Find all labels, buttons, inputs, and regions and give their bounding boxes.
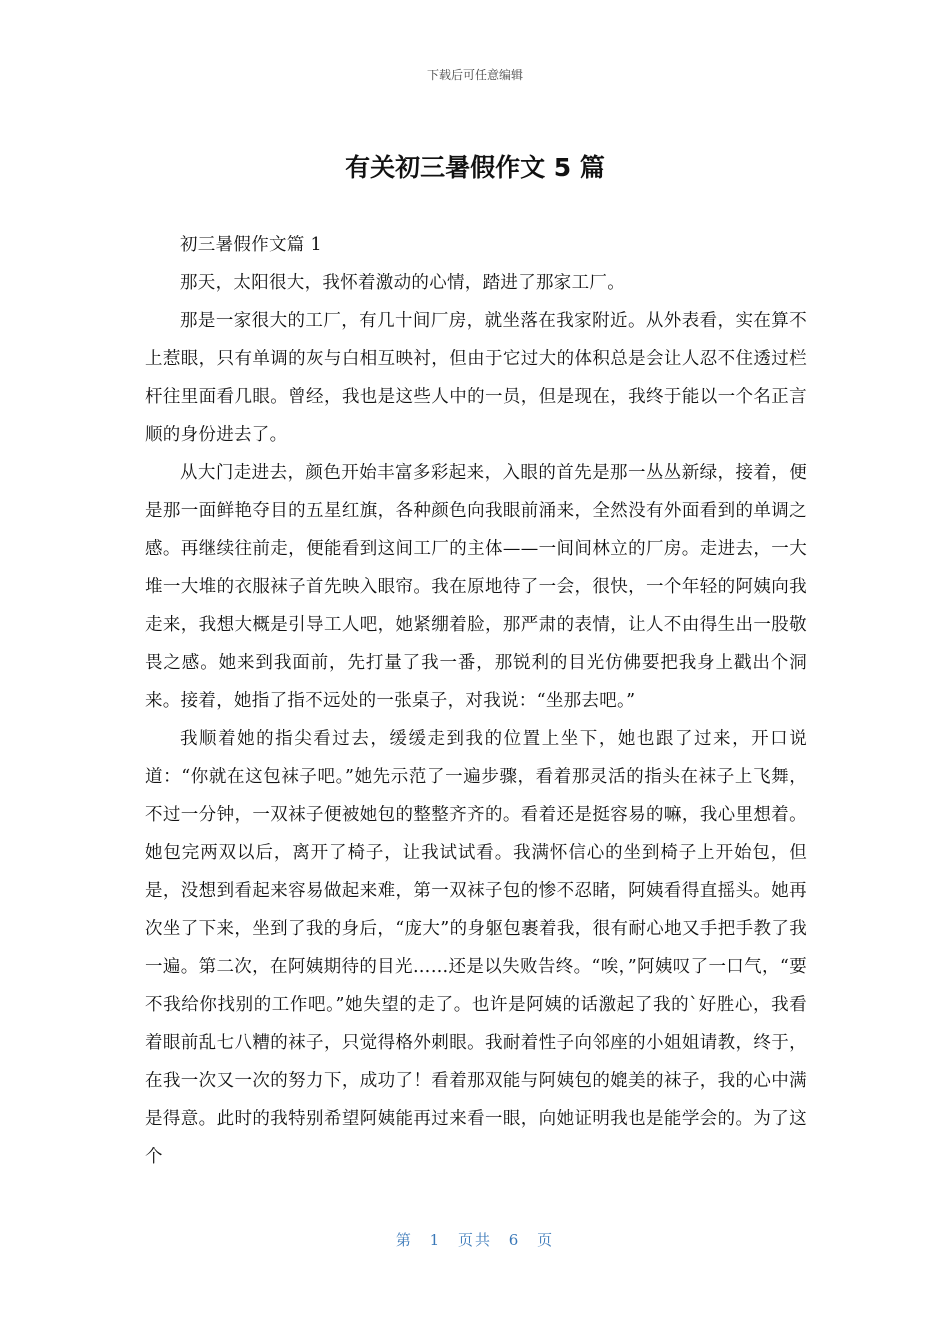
document-title: 有关初三暑假作文 5 篇 — [345, 153, 605, 182]
paragraph: 那是一家很大的工厂，有几十间厂房，就坐落在我家附近。从外表看，实在算不上惹眼，只有单调的灰与白相互映衬，但由于它过大的体积总是会让人忍不住透过栏杆往里面看几眼。曾经，我也是这些人中的一员，但是现在，我终于能以一个名正言顺的身份进去了。 — [145, 311, 807, 445]
paragraph: 那天，太阳很大，我怀着激动的心情，踏进了那家工厂。 — [180, 273, 625, 293]
header-note: 下载后可任意编辑 — [426, 68, 523, 82]
page-number-footer: 第 1 页共 6 页 — [395, 1231, 555, 1249]
paragraph: 从大门走进去，颜色开始丰富多彩起来，入眼的首先是那一丛丛新绿，接着，便是那一面鲜艳夺目的五星红旗，各种颜色向我眼前涌来，全然没有外面看到的单调之感。再继续往前走，便能看到这间工厂的主体——一间间林立的厂房。走进去，一大堆一大堆的衣服袜子首先映入眼帘。我在原地待了一会，很快，一个年轻的阿姨向我走来，我想大概是引导工人吧，她紧绷着脸，那严肃的表情，让人不由得生出一股敬畏之感。她来到我面前，先打量了我一番，那锐利的目光仿佛要把我身上戳出个洞来。接着，她指了指不远处的一张桌子，对我说：“坐那去吧。” — [145, 463, 807, 711]
document-body — [145, 226, 807, 1176]
section-heading: 初三暑假作文篇 1 — [180, 235, 322, 255]
paragraph: 我顺着她的指尖看过去，缓缓走到我的位置上坐下，她也跟了过来，开口说道：“你就在这包袜子吧。”她先示范了一遍步骤，看着那灵活的指头在袜子上飞舞，不过一分钟，一双袜子便被她包的整整齐齐的。看着还是挺容易的嘛，我心里想着。她包完两双以后，离开了椅子，让我试试看。我满怀信心的坐到椅子上开始包，但是，没想到看起来容易做起来难，第一双袜子包的惨不忍睹，阿姨看得直摇头。她再次坐了下来，坐到了我的身后，“庞大”的身躯包裹着我，很有耐心地又手把手教了我一遍。第二次，在阿姨期待的目光……还是以失败告终。“唉，”阿姨叹了一口气，“要不我给你找别的工作吧。”她失望的走了。也许是阿姨的话激起了我的`好胜心，我看着眼前乱七八糟的袜子，只觉得格外刺眼。我耐着性子向邻座的小姐姐请教，终于，在我一次又一次的努力下，成功了！看着那双能与阿姨包的媲美的袜子，我的心中满是得意。此时的我特别希望阿姨能再过来看一眼，向她证明我也是能学会的。为了这个 — [145, 729, 807, 1167]
